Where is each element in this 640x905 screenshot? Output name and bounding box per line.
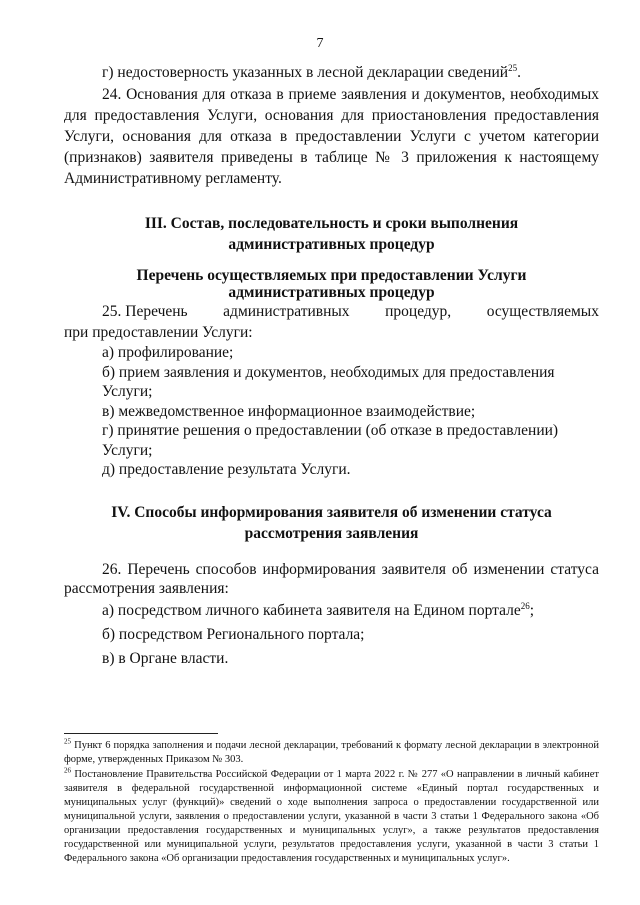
procedure-list: [64, 343, 599, 480]
section-3-title-line2: административных процедур: [228, 236, 435, 253]
list-item-a: [64, 599, 599, 623]
list-item: б) прием заявления и документов, необходимых для предоставления Услуги;: [102, 363, 555, 400]
list-item-b: б) посредством Регионального портала;: [102, 625, 365, 643]
list-item-c: в) в Органе власти.: [102, 649, 229, 667]
footnotes-block: [64, 733, 599, 867]
paragraph-25-line1: [64, 301, 599, 322]
footnote-number: 26: [64, 766, 71, 775]
footnote-25: [64, 739, 599, 767]
footnote-ref-25[interactable]: 25: [508, 62, 518, 73]
paragraph-25-word: 25. Перечень: [102, 303, 188, 320]
paragraph-25-word: осуществляемых: [486, 303, 599, 320]
list-item-a-end: ;: [529, 601, 535, 619]
list-item-a-text: а) посредством личного кабинета заявителя на Едином портале: [102, 601, 521, 619]
page-number: 7: [316, 36, 324, 51]
list-item: в) межведомственное информационное взаимодействие;: [102, 402, 476, 420]
paragraph-24: 24. Основания для отказа в приеме заявления и документов, необходимых для предоставления Услуги, основания для приостановления предоставления Услуги, основания для отказа в предоставлении Услуги с учетом категории (признаков) заявителя приведены в таблице № 3 приложения к настоящему Административному регламенту.: [64, 86, 599, 187]
section-3-subtitle: [64, 267, 599, 301]
footnote-26: [64, 768, 599, 866]
section-4-title-line1: IV. Способы информирования заявителя об изменении статуса: [111, 503, 552, 521]
footnote-divider: [64, 733, 218, 734]
paragraph-25-line2: при предоставлении Услуги:: [64, 324, 253, 341]
section-3-title: [64, 213, 599, 255]
footnote-ref-26[interactable]: 26: [520, 600, 530, 611]
paragraph-25-word: административных: [223, 303, 350, 320]
list-item: г) принятие решения о предоставлении (об отказе в предоставлении) Услуги;: [102, 422, 559, 459]
section-4-title: [64, 502, 599, 544]
list-item: а) профилирование;: [102, 344, 234, 361]
paragraph-25-word: процедур,: [385, 303, 452, 320]
list-item-g: г) недостоверность указанных в лесной декларации сведений$^{25}$.: [102, 62, 521, 81]
list-item: д) предоставление результата Услуги.: [102, 461, 351, 478]
footnote-number: 25: [64, 737, 71, 746]
list-item-g-text: г) недостоверность указанных в лесной декларации сведений: [102, 64, 509, 81]
section-4-title-line2: рассмотрения заявления: [244, 524, 419, 542]
footnote-text: Пункт 6 порядка заполнения и подачи лесной декларации, требований к формату лесной декларации в электронной форме, утвержденных Приказом № 303.: [64, 740, 599, 765]
section-3-subtitle-line1: Перечень осуществляемых при предоставлении Услуги: [136, 267, 527, 284]
section-3-subtitle-line2: административных процедур: [228, 284, 435, 301]
footnote-text: Постановление Правительства Российской Федерации от 1 марта 2022 г. № 277 «О направлении в личный кабинет заявителя в федеральной государственной информационной системе «Единый портал государственных и муниципальных услуг (функций)» сведений о ходе выполнения запроса о предоставлении государственной или муниципальной услуги, заявления о предоставлении услуги, указанной в части 3 статьи 1 Федерального закона «Об организации предоставления государственных и муниципальных услуг», а также результатов предоставления государственной или муниципальной услуги, результатов предоставления услуги, указанной в части 3 статьи 1 Федерального закона «Об организации предоставления государственных и муниципальных услуг».: [64, 769, 599, 864]
section-3-title-line1: III. Состав, последовательность и сроки выполнения: [144, 215, 519, 232]
paragraph-26: 26. Перечень способов информирования заявителя об изменении статуса рассмотрения заявления:: [64, 560, 599, 597]
page-content: [64, 62, 599, 671]
inform-methods-list: [64, 599, 599, 671]
